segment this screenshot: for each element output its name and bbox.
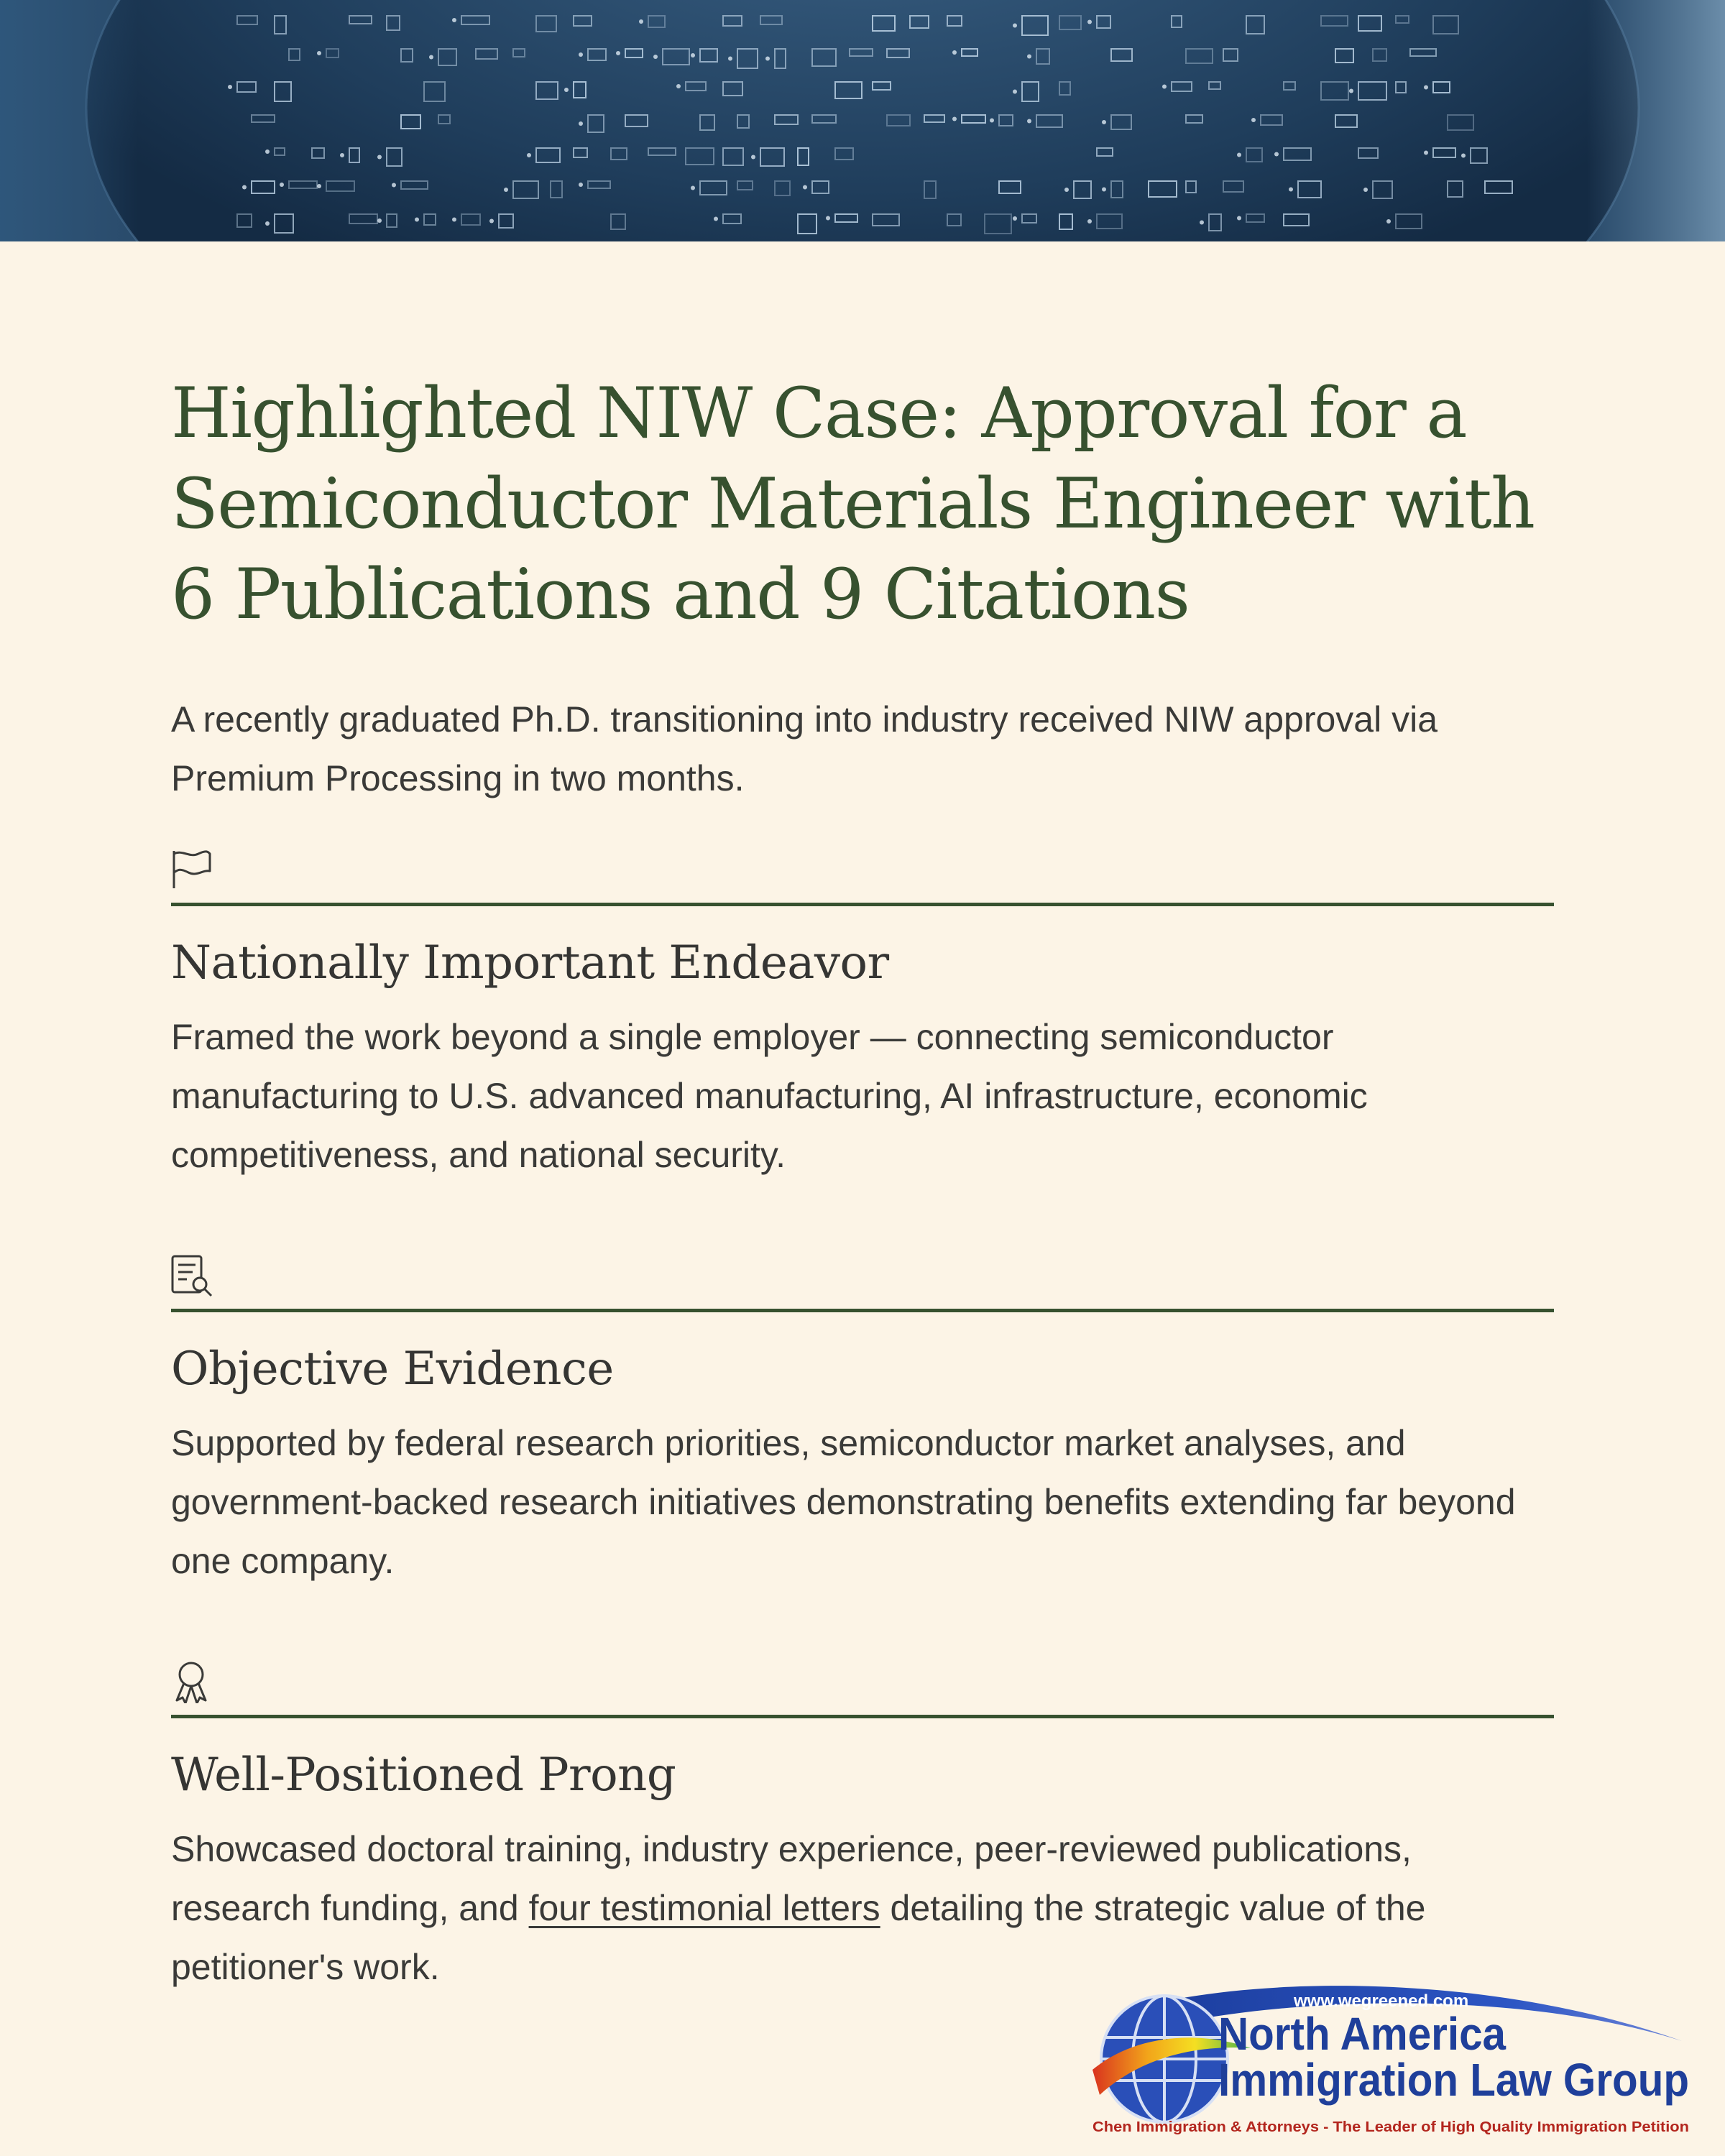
section-heading: Nationally Important Endeavor <box>171 936 889 990</box>
section-body: Supported by federal research priorities, semiconductor market analyses, and government-backed research initiatives demonstrating benefits extending far beyond one company. <box>171 1423 1516 1581</box>
intro-summary: A recently graduated Ph.D. transitioning into industry received NIW approval via Premium Processing in two months. <box>171 699 1438 798</box>
section-heading: Objective Evidence <box>171 1342 614 1396</box>
section-body-text: detailing the strategic value of the petitioner's work. <box>171 1888 1426 1987</box>
hero-image <box>0 0 1725 241</box>
testimonial-letters-link[interactable]: four testimonial letters <box>528 1888 880 1928</box>
award-ribbon-icon <box>171 1660 214 1703</box>
logo-tagline: Chen Immigration & Attorneys - The Leader of High Quality Immigration Petition <box>1092 2119 1689 2135</box>
wafer-chip-pattern <box>0 0 1725 241</box>
section-body: Framed the work beyond a single employer — connecting semiconductor manufacturing to U.S. advanced manufacturing, AI infrastructure, economic competitiveness, and national security. <box>171 1017 1368 1175</box>
page-title: Highlighted NIW Case: Approval for a Semiconductor Materials Engineer with 6 Publications and 9 Citations <box>171 373 1535 635</box>
section-divider <box>171 1309 1554 1312</box>
section-body-text: Showcased doctoral training, industry experience, peer-reviewed publications, research funding, and <box>171 1829 1412 1928</box>
logo-line1: North America <box>1218 2008 1506 2060</box>
section-heading: Well-Positioned Prong <box>171 1749 676 1802</box>
logo-url: www.wegreened.com <box>1294 1991 1469 2011</box>
logo-line2: Immigration Law Group <box>1218 2054 1689 2106</box>
company-logo <box>1078 1962 1696 2142</box>
document-search-icon <box>171 1254 214 1297</box>
flag-icon <box>171 848 214 891</box>
section-divider <box>171 1715 1554 1718</box>
section-divider <box>171 903 1554 906</box>
